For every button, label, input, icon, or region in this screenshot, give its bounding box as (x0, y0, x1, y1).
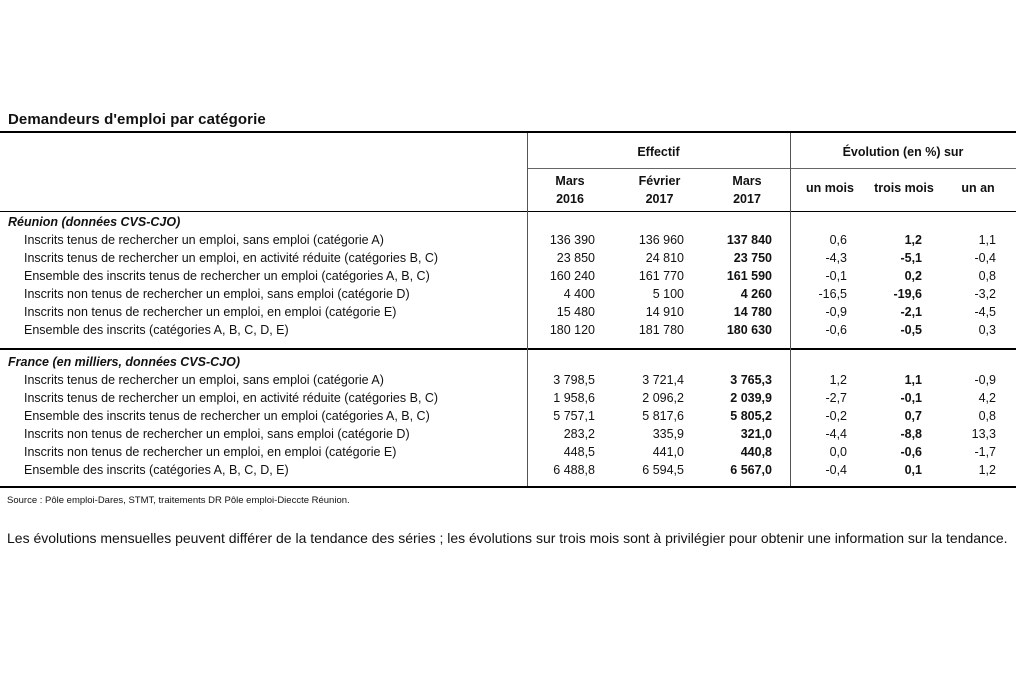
cell-un-mois: 0,6 (829, 233, 847, 247)
row-label: Ensemble des inscrits tenus de rechercher un emploi (catégories A, B, C) (24, 409, 430, 423)
cell-mars-2016: 448,5 (563, 445, 595, 459)
cell-fevrier-2017: 5 817,6 (642, 409, 684, 423)
cell-un-mois: -0,1 (825, 269, 847, 283)
table-title: Demandeurs d'emploi par catégorie (8, 111, 266, 128)
top-rule (0, 131, 1016, 133)
cell-un-an: 4,2 (978, 391, 996, 405)
cell-un-mois: -0,2 (825, 409, 847, 423)
cell-mars-2017: 6 567,0 (730, 463, 772, 477)
cell-trois-mois: 1,2 (904, 233, 922, 247)
cell-mars-2017: 137 840 (726, 233, 772, 247)
cell-trois-mois: -19,6 (893, 287, 922, 301)
table-row (0, 323, 1016, 341)
table-row (0, 445, 1016, 463)
cell-fevrier-2017: 161 770 (638, 269, 684, 283)
header-divider (527, 168, 1016, 169)
cell-fevrier-2017: 24 810 (645, 251, 684, 265)
cell-un-an: 0,8 (978, 269, 996, 283)
cell-un-an: -3,2 (974, 287, 996, 301)
cell-mars-2016: 160 240 (549, 269, 595, 283)
cell-mars-2016: 1 958,6 (553, 391, 595, 405)
cell-un-an: 0,3 (978, 323, 996, 337)
table-row (0, 391, 1016, 409)
cell-un-an: 1,2 (978, 463, 996, 477)
cell-mars-2016: 5 757,1 (553, 409, 595, 423)
header-un-mois: un mois (806, 181, 854, 195)
row-label: Ensemble des inscrits (catégories A, B, C, D, E) (24, 463, 289, 477)
cell-trois-mois: -8,8 (900, 427, 922, 441)
table-row (0, 251, 1016, 269)
cell-un-an: 1,1 (978, 233, 996, 247)
header-fevrier-2017: Février 2017 (638, 174, 681, 206)
cell-un-mois: -0,9 (825, 305, 847, 319)
cell-mars-2017: 14 780 (733, 305, 772, 319)
cell-mars-2016: 180 120 (549, 323, 595, 337)
row-label: Inscrits tenus de rechercher un emploi, en activité réduite (catégories B, C) (24, 391, 439, 405)
table-row (0, 463, 1016, 481)
cell-un-mois: 1,2 (829, 373, 847, 387)
row-label: Inscrits non tenus de rechercher un emploi, en emploi (catégorie E) (24, 305, 397, 319)
source-note: Source : Pôle emploi-Dares, STMT, traitements DR Pôle emploi-Dieccte Réunion. (7, 495, 350, 506)
cell-un-mois: -0,4 (825, 463, 847, 477)
cell-un-mois: 0,0 (829, 445, 847, 459)
cell-un-mois: -4,3 (825, 251, 847, 265)
cell-fevrier-2017: 3 721,4 (642, 373, 684, 387)
row-label: Inscrits tenus de rechercher un emploi, sans emploi (catégorie A) (24, 233, 384, 247)
table-row (0, 305, 1016, 323)
cell-mars-2017: 180 630 (726, 323, 772, 337)
cell-trois-mois: -5,1 (900, 251, 922, 265)
row-label: Inscrits non tenus de rechercher un emploi, en emploi (catégorie E) (24, 445, 397, 459)
table-row (0, 233, 1016, 251)
cell-trois-mois: 0,1 (904, 463, 922, 477)
cell-mars-2016: 283,2 (563, 427, 595, 441)
cell-mars-2016: 4 400 (563, 287, 595, 301)
table-row (0, 409, 1016, 427)
bottom-rule (0, 486, 1016, 488)
cell-un-an: 13,3 (971, 427, 996, 441)
cell-fevrier-2017: 6 594,5 (642, 463, 684, 477)
cell-trois-mois: -2,1 (900, 305, 922, 319)
cell-fevrier-2017: 181 780 (638, 323, 684, 337)
cell-mars-2017: 161 590 (726, 269, 772, 283)
header-bottom-rule (0, 211, 1016, 212)
cell-mars-2017: 5 805,2 (730, 409, 772, 423)
row-label: Inscrits tenus de rechercher un emploi, sans emploi (catégorie A) (24, 373, 384, 387)
header-un-an: un an (961, 181, 995, 195)
cell-mars-2017: 23 750 (733, 251, 772, 265)
table-row (0, 287, 1016, 305)
header-evolution: Évolution (en %) sur (842, 145, 964, 159)
header-trois-mois: trois mois (874, 181, 934, 195)
cell-un-an: -1,7 (974, 445, 996, 459)
cell-trois-mois: -0,6 (900, 445, 922, 459)
cell-un-mois: -0,6 (825, 323, 847, 337)
row-label: Inscrits non tenus de rechercher un emploi, sans emploi (catégorie D) (24, 287, 410, 301)
cell-un-mois: -4,4 (825, 427, 847, 441)
section-title-france: France (en milliers, données CVS-CJO) (8, 355, 241, 369)
row-label: Inscrits non tenus de rechercher un emploi, sans emploi (catégorie D) (24, 427, 410, 441)
cell-fevrier-2017: 14 910 (645, 305, 684, 319)
cell-mars-2017: 3 765,3 (730, 373, 772, 387)
cell-un-an: -0,9 (974, 373, 996, 387)
cell-fevrier-2017: 441,0 (652, 445, 684, 459)
cell-un-an: -4,5 (974, 305, 996, 319)
footnote-text: Les évolutions mensuelles peuvent différer de la tendance des séries ; les évolutions sur trois mois sont à privilégier pour obtenir une information sur la tendance. (7, 530, 1008, 546)
cell-mars-2016: 15 480 (556, 305, 595, 319)
cell-un-an: 0,8 (978, 409, 996, 423)
cell-mars-2016: 23 850 (556, 251, 595, 265)
header-effectif: Effectif (637, 145, 680, 159)
header-mars-2017: Mars 2017 (732, 174, 762, 206)
cell-un-mois: -16,5 (818, 287, 847, 301)
cell-fevrier-2017: 2 096,2 (642, 391, 684, 405)
section-divider (0, 348, 1016, 350)
row-label: Ensemble des inscrits tenus de rechercher un emploi (catégories A, B, C) (24, 269, 430, 283)
cell-un-an: -0,4 (974, 251, 996, 265)
cell-trois-mois: -0,5 (900, 323, 922, 337)
cell-trois-mois: -0,1 (900, 391, 922, 405)
cell-mars-2017: 440,8 (740, 445, 772, 459)
table-row (0, 427, 1016, 445)
cell-mars-2017: 4 260 (740, 287, 772, 301)
cell-un-mois: -2,7 (825, 391, 847, 405)
cell-fevrier-2017: 5 100 (652, 287, 684, 301)
header-mars-2016: Mars 2016 (555, 174, 585, 206)
section-title-reunion: Réunion (données CVS-CJO) (8, 215, 181, 229)
row-label: Inscrits tenus de rechercher un emploi, en activité réduite (catégories B, C) (24, 251, 439, 265)
table-row (0, 269, 1016, 287)
row-label: Ensemble des inscrits (catégories A, B, C, D, E) (24, 323, 289, 337)
table-row (0, 373, 1016, 391)
cell-trois-mois: 0,7 (904, 409, 922, 423)
cell-mars-2016: 6 488,8 (553, 463, 595, 477)
cell-fevrier-2017: 136 960 (638, 233, 684, 247)
cell-mars-2016: 136 390 (549, 233, 595, 247)
cell-mars-2017: 321,0 (740, 427, 772, 441)
cell-trois-mois: 0,2 (904, 269, 922, 283)
cell-mars-2017: 2 039,9 (730, 391, 772, 405)
cell-mars-2016: 3 798,5 (553, 373, 595, 387)
cell-fevrier-2017: 335,9 (652, 427, 684, 441)
cell-trois-mois: 1,1 (904, 373, 922, 387)
